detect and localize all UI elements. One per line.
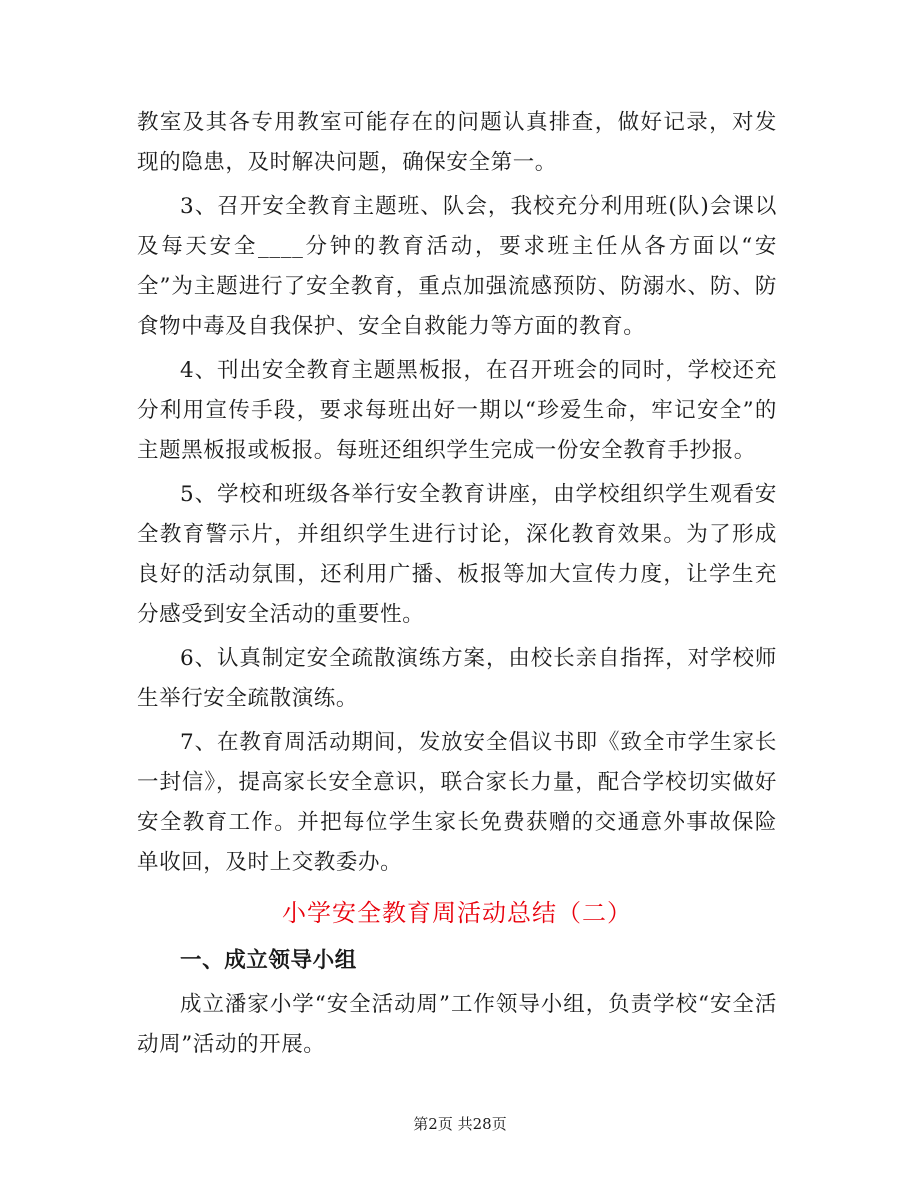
- page-number-footer: 第2页 共28页: [413, 1115, 507, 1133]
- paragraph-item-3: 3、召开安全教育主题班、队会，我校充分利用班(队)会课以及每天安全____分钟的教育活动，要求班主任从各方面以“安全”为主题进行了安全教育，重点加强流感预防、防溺水、防、防食物中毒及自我保护、安全自救能力等方面的教育。: [137, 194, 777, 339]
- section-title: 小学安全教育周活动总结（二）: [282, 899, 632, 927]
- paragraph-leadership: 成立潘家小学“安全活动周”工作领导小组，负责学校“安全活动周”活动的开展。: [137, 992, 777, 1057]
- document-body: [137, 103, 777, 1065]
- paragraph-item-4: 4、刊出安全教育主题黑板报，在召开班会的同时，学校还充分利用宣传手段，要求每班出好一期以“珍爱生命，牢记安全”的主题黑板报或板报。每班还组织学生完成一份安全教育手抄报。: [137, 358, 777, 463]
- paragraph-item-6: 6、认真制定安全疏散演练方案，由校长亲自指挥，对学校师生举行安全疏散演练。: [137, 646, 777, 711]
- paragraph-item-7: 7、在教育周活动期间，发放安全倡议书即《致全市学生家长一封信》，提高家长安全意识，联合家长力量，配合学校切实做好安全教育工作。并把每位学生家长免费获赠的交通意外事故保险单收回，及时上交教委办。: [137, 730, 777, 875]
- paragraph-continuation: 教室及其各专用教室可能存在的问题认真排查，做好记录，对发现的隐患，及时解决问题，确保安全第一。: [137, 110, 777, 175]
- section-subheading: 一、成立领导小组: [180, 948, 357, 973]
- paragraph-item-5: 5、学校和班级各举行安全教育讲座，由学校组织学生观看安全教育警示片，并组织学生进行讨论，深化教育效果。为了形成良好的活动氛围，还利用广播、板报等加大宣传力度，让学生充分感受到安全活动的重要性。: [137, 482, 777, 627]
